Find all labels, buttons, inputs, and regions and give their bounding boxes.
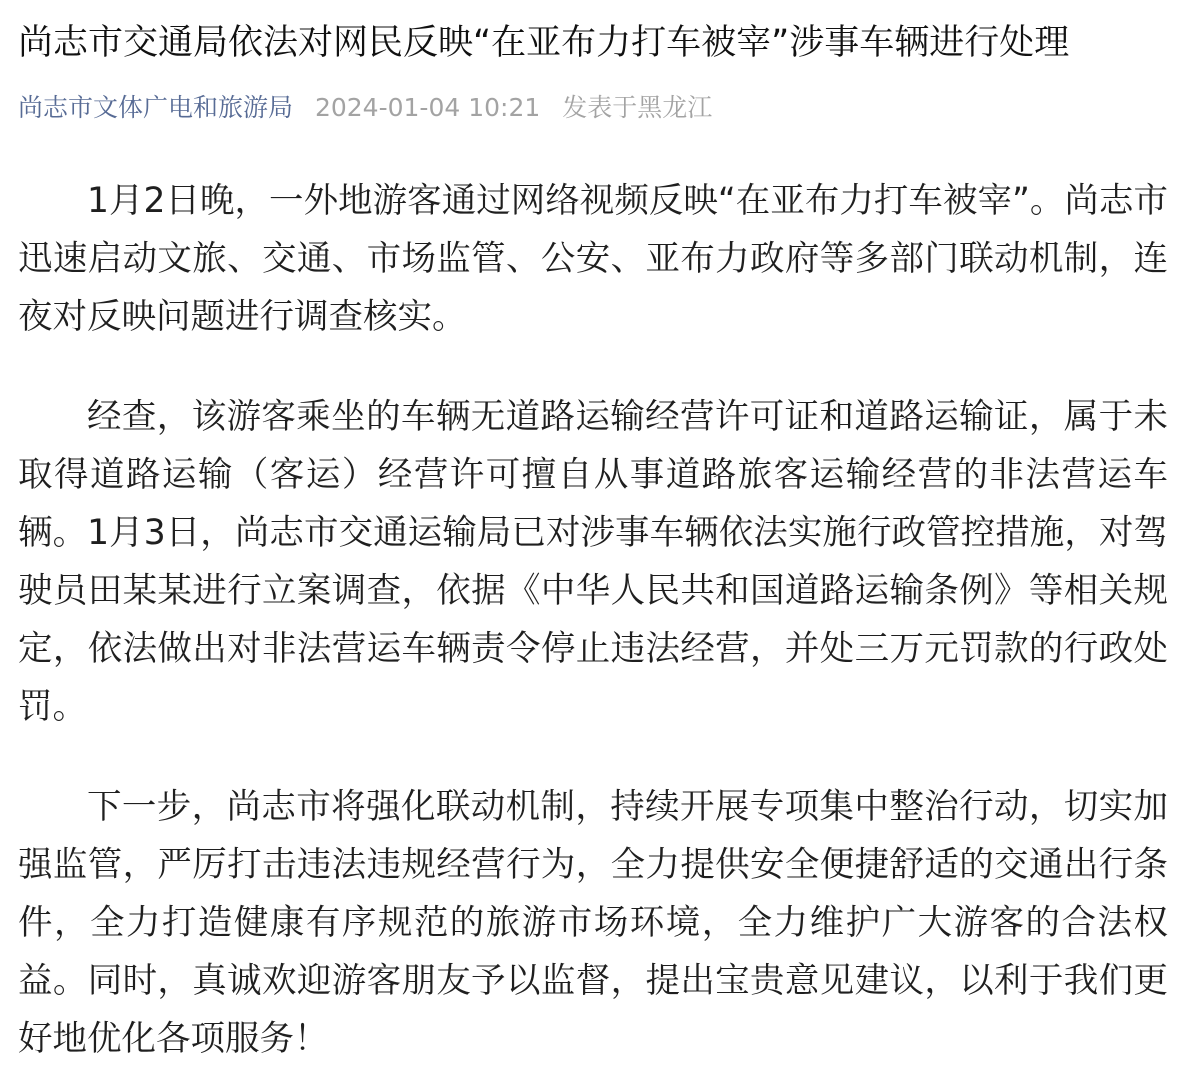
account-name-link[interactable]: 尚志市文体广电和旅游局 <box>18 92 294 122</box>
paragraph-2: 经查，该游客乘坐的车辆无道路运输经营许可证和道路运输证，属于未取得道路运输（客运）经营许可擅自从事道路旅客运输经营的非法营运车辆。1月3日，尚志市交通运输局已对涉事车辆依法实施行政管控措施，对驾驶员田某某进行立案调查，依据《中华人民共和国道路运输条例》等相关规定，依法做出对非法营运车辆责令停止违法经营，并处三万元罚款的行政处罚。 <box>18 397 1168 728</box>
article-body <box>18 172 1168 1068</box>
paragraph-3: 下一步，尚志市将强化联动机制，持续开展专项集中整治行动，切实加强监管，严厉打击违法违规经营行为，全力提供安全便捷舒适的交通出行条件，全力打造健康有序规范的旅游市场环境，全力维护广大游客的合法权益。同时，真诚欢迎游客朋友予以监督，提出宝贵意见建议，以利于我们更好地优化各项服务！ <box>18 787 1168 1060</box>
article-title: 尚志市交通局依法对网民反映“在亚布力打车被宰”涉事车辆进行处理 <box>18 23 1070 63</box>
publish-location: 发表于黑龙江 <box>562 92 713 122</box>
paragraph-1: 1月2日晚，一外地游客通过网络视频反映“在亚布力打车被宰”。尚志市迅速启动文旅、交通、市场监管、公安、亚布力政府等多部门联动机制，连夜对反映问题进行调查核实。 <box>18 181 1168 338</box>
publish-date: 2024-01-04 10:21 <box>314 92 541 122</box>
article-meta <box>18 92 1168 125</box>
article <box>18 22 1168 1068</box>
